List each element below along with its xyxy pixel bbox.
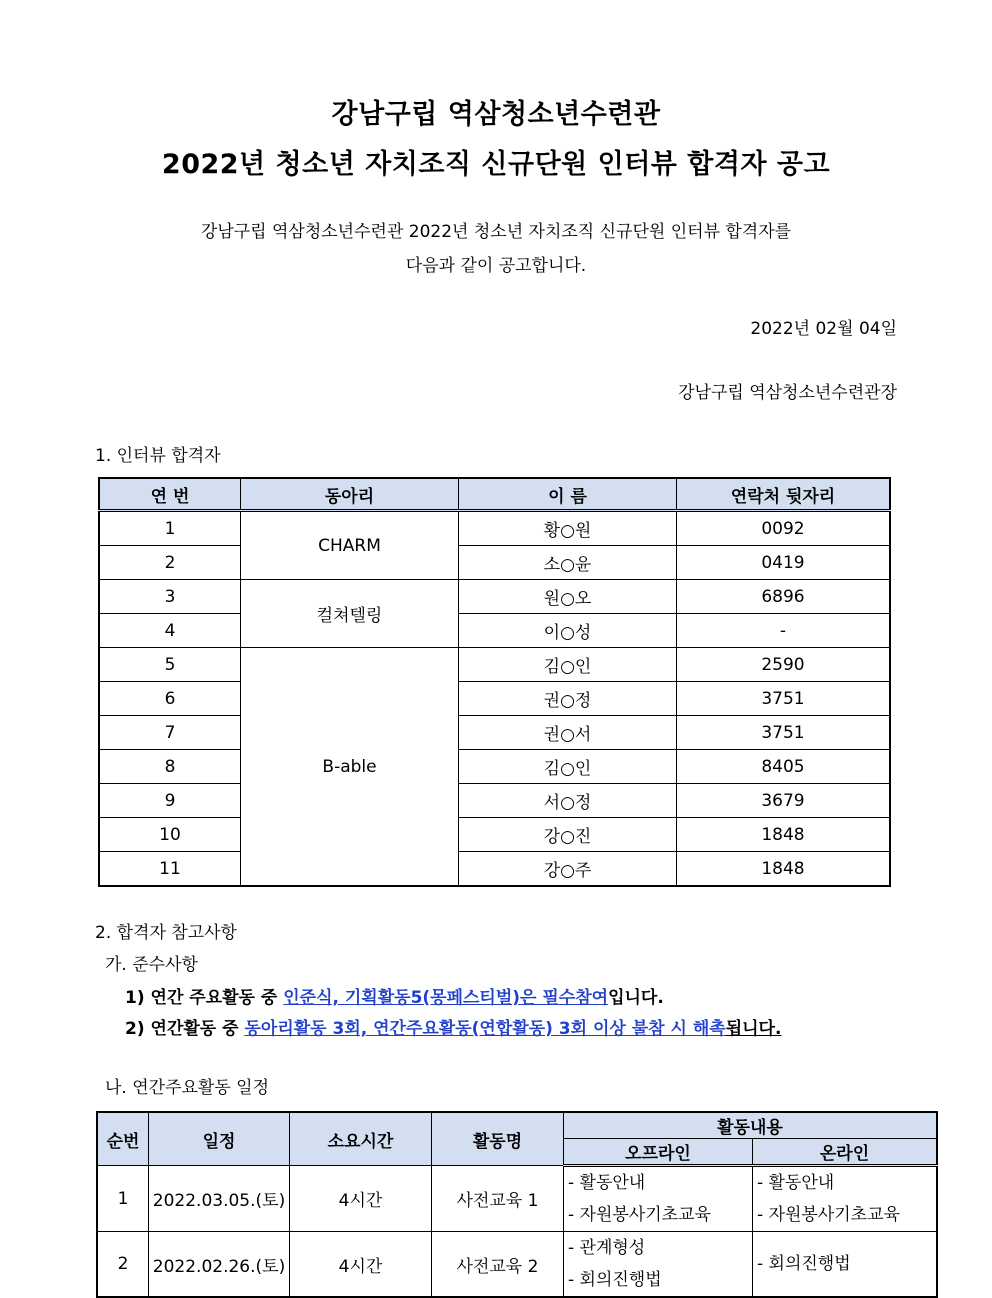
member-name: 소○윤: [459, 546, 677, 580]
online-item: - 회의진행법: [757, 1254, 851, 1274]
sched-header-time: 소요시간: [290, 1112, 432, 1166]
sub-a-title: 가. 준수사항: [105, 955, 198, 975]
club-name: B-able: [241, 648, 459, 887]
intro-line2: 다음과 같이 공고합니다.: [405, 256, 587, 276]
online-item: - 자원봉사기초교육: [757, 1205, 900, 1225]
sched-online: [753, 1166, 938, 1232]
sub-b-title: 나. 연간주요활동 일정: [105, 1078, 270, 1098]
table-row: [99, 852, 890, 887]
phone-last-digits: 3751: [677, 682, 891, 716]
table-row: [99, 682, 890, 716]
row-no: 5: [99, 648, 241, 682]
phone-last-digits: 0092: [677, 511, 891, 546]
section2-title: 2. 합격자 참고사항: [95, 923, 237, 943]
sched-date: 2022.02.26.(토): [149, 1232, 290, 1298]
sched-time: 4시간: [290, 1166, 432, 1232]
sched-offline: [564, 1166, 753, 1232]
document-title-line2: 2022년 청소년 자치조직 신규단원 인터뷰 합격자 공고: [161, 149, 831, 180]
table-row: [99, 784, 890, 818]
phone-last-digits: 6896: [677, 580, 891, 614]
member-name: 강○주: [459, 852, 677, 887]
member-name: 권○서: [459, 716, 677, 750]
sched-header-no: 순번: [97, 1112, 149, 1166]
row-no: 6: [99, 682, 241, 716]
phone-last-digits: -: [677, 614, 891, 648]
issuer: 강남구립 역삼청소년수련관장: [678, 383, 897, 403]
sched-activity: 사전교육 2: [432, 1232, 564, 1298]
row-no: 10: [99, 818, 241, 852]
online-item: - 활동안내: [757, 1173, 835, 1193]
phone-last-digits: 8405: [677, 750, 891, 784]
table-row: [99, 546, 890, 580]
header-phone: 연락처 뒷자리: [677, 478, 891, 511]
sched-header-content: 활동내용: [564, 1112, 938, 1139]
row-no: 11: [99, 852, 241, 887]
document-title-line1: 강남구립 역삼청소년수련관: [331, 99, 661, 130]
member-name: 서○정: [459, 784, 677, 818]
note-1: 1) 연간 주요활동 중 인준식, 기획활동5(몽페스티벌)은 필수참여입니다.: [125, 988, 664, 1008]
member-name: 김○인: [459, 750, 677, 784]
sched-offline: [564, 1232, 753, 1298]
offline-item: - 관계형성: [568, 1238, 646, 1258]
section1-title: 1. 인터뷰 합격자: [95, 446, 221, 466]
club-name: 컬쳐텔링: [241, 580, 459, 648]
phone-last-digits: 1848: [677, 818, 891, 852]
row-no: 1: [99, 511, 241, 546]
table-row: [99, 580, 890, 614]
phone-last-digits: 0419: [677, 546, 891, 580]
note-2: 2) 연간활동 중 동아리활동 3회, 연간주요활동(연합활동) 3회 이상 불참 시 해촉됩니다.: [125, 1019, 782, 1039]
header-no: 연 번: [99, 478, 241, 511]
table-row: [99, 648, 890, 682]
header-name: 이 름: [459, 478, 677, 511]
sched-header-name: 활동명: [432, 1112, 564, 1166]
offline-item: - 회의진행법: [568, 1270, 662, 1290]
intro-line1: 강남구립 역삼청소년수련관 2022년 청소년 자치조직 신규단원 인터뷰 합격자를: [200, 222, 792, 242]
header-club: 동아리: [241, 478, 459, 511]
phone-last-digits: 3751: [677, 716, 891, 750]
club-name: CHARM: [241, 511, 459, 580]
row-no: 7: [99, 716, 241, 750]
member-name: 김○인: [459, 648, 677, 682]
sched-online: [753, 1232, 938, 1298]
phone-last-digits: 1848: [677, 852, 891, 887]
phone-last-digits: 2590: [677, 648, 891, 682]
member-name: 황○원: [459, 511, 677, 546]
schedule-table: [96, 1111, 938, 1298]
table-row: [99, 818, 890, 852]
sched-no: 2: [97, 1232, 149, 1298]
table-row: [99, 511, 890, 546]
schedule-row: [97, 1232, 937, 1298]
sched-header-offline: 오프라인: [564, 1139, 753, 1166]
phone-last-digits: 3679: [677, 784, 891, 818]
row-no: 3: [99, 580, 241, 614]
sched-no: 1: [97, 1166, 149, 1232]
sched-date: 2022.03.05.(토): [149, 1166, 290, 1232]
table-row: [99, 614, 890, 648]
sched-header-online: 온라인: [753, 1139, 938, 1166]
announcement-date: 2022년 02월 04일: [750, 319, 897, 339]
row-no: 9: [99, 784, 241, 818]
row-no: 2: [99, 546, 241, 580]
row-no: 8: [99, 750, 241, 784]
applicants-table: [98, 477, 891, 887]
sched-activity: 사전교육 1: [432, 1166, 564, 1232]
table-row: [99, 750, 890, 784]
sched-time: 4시간: [290, 1232, 432, 1298]
offline-item: - 자원봉사기초교육: [568, 1205, 711, 1225]
member-name: 이○성: [459, 614, 677, 648]
offline-item: - 활동안내: [568, 1173, 646, 1193]
row-no: 4: [99, 614, 241, 648]
table-row: [99, 716, 890, 750]
member-name: 강○진: [459, 818, 677, 852]
sched-header-date: 일정: [149, 1112, 290, 1166]
schedule-row: [97, 1166, 937, 1232]
member-name: 원○오: [459, 580, 677, 614]
member-name: 권○정: [459, 682, 677, 716]
